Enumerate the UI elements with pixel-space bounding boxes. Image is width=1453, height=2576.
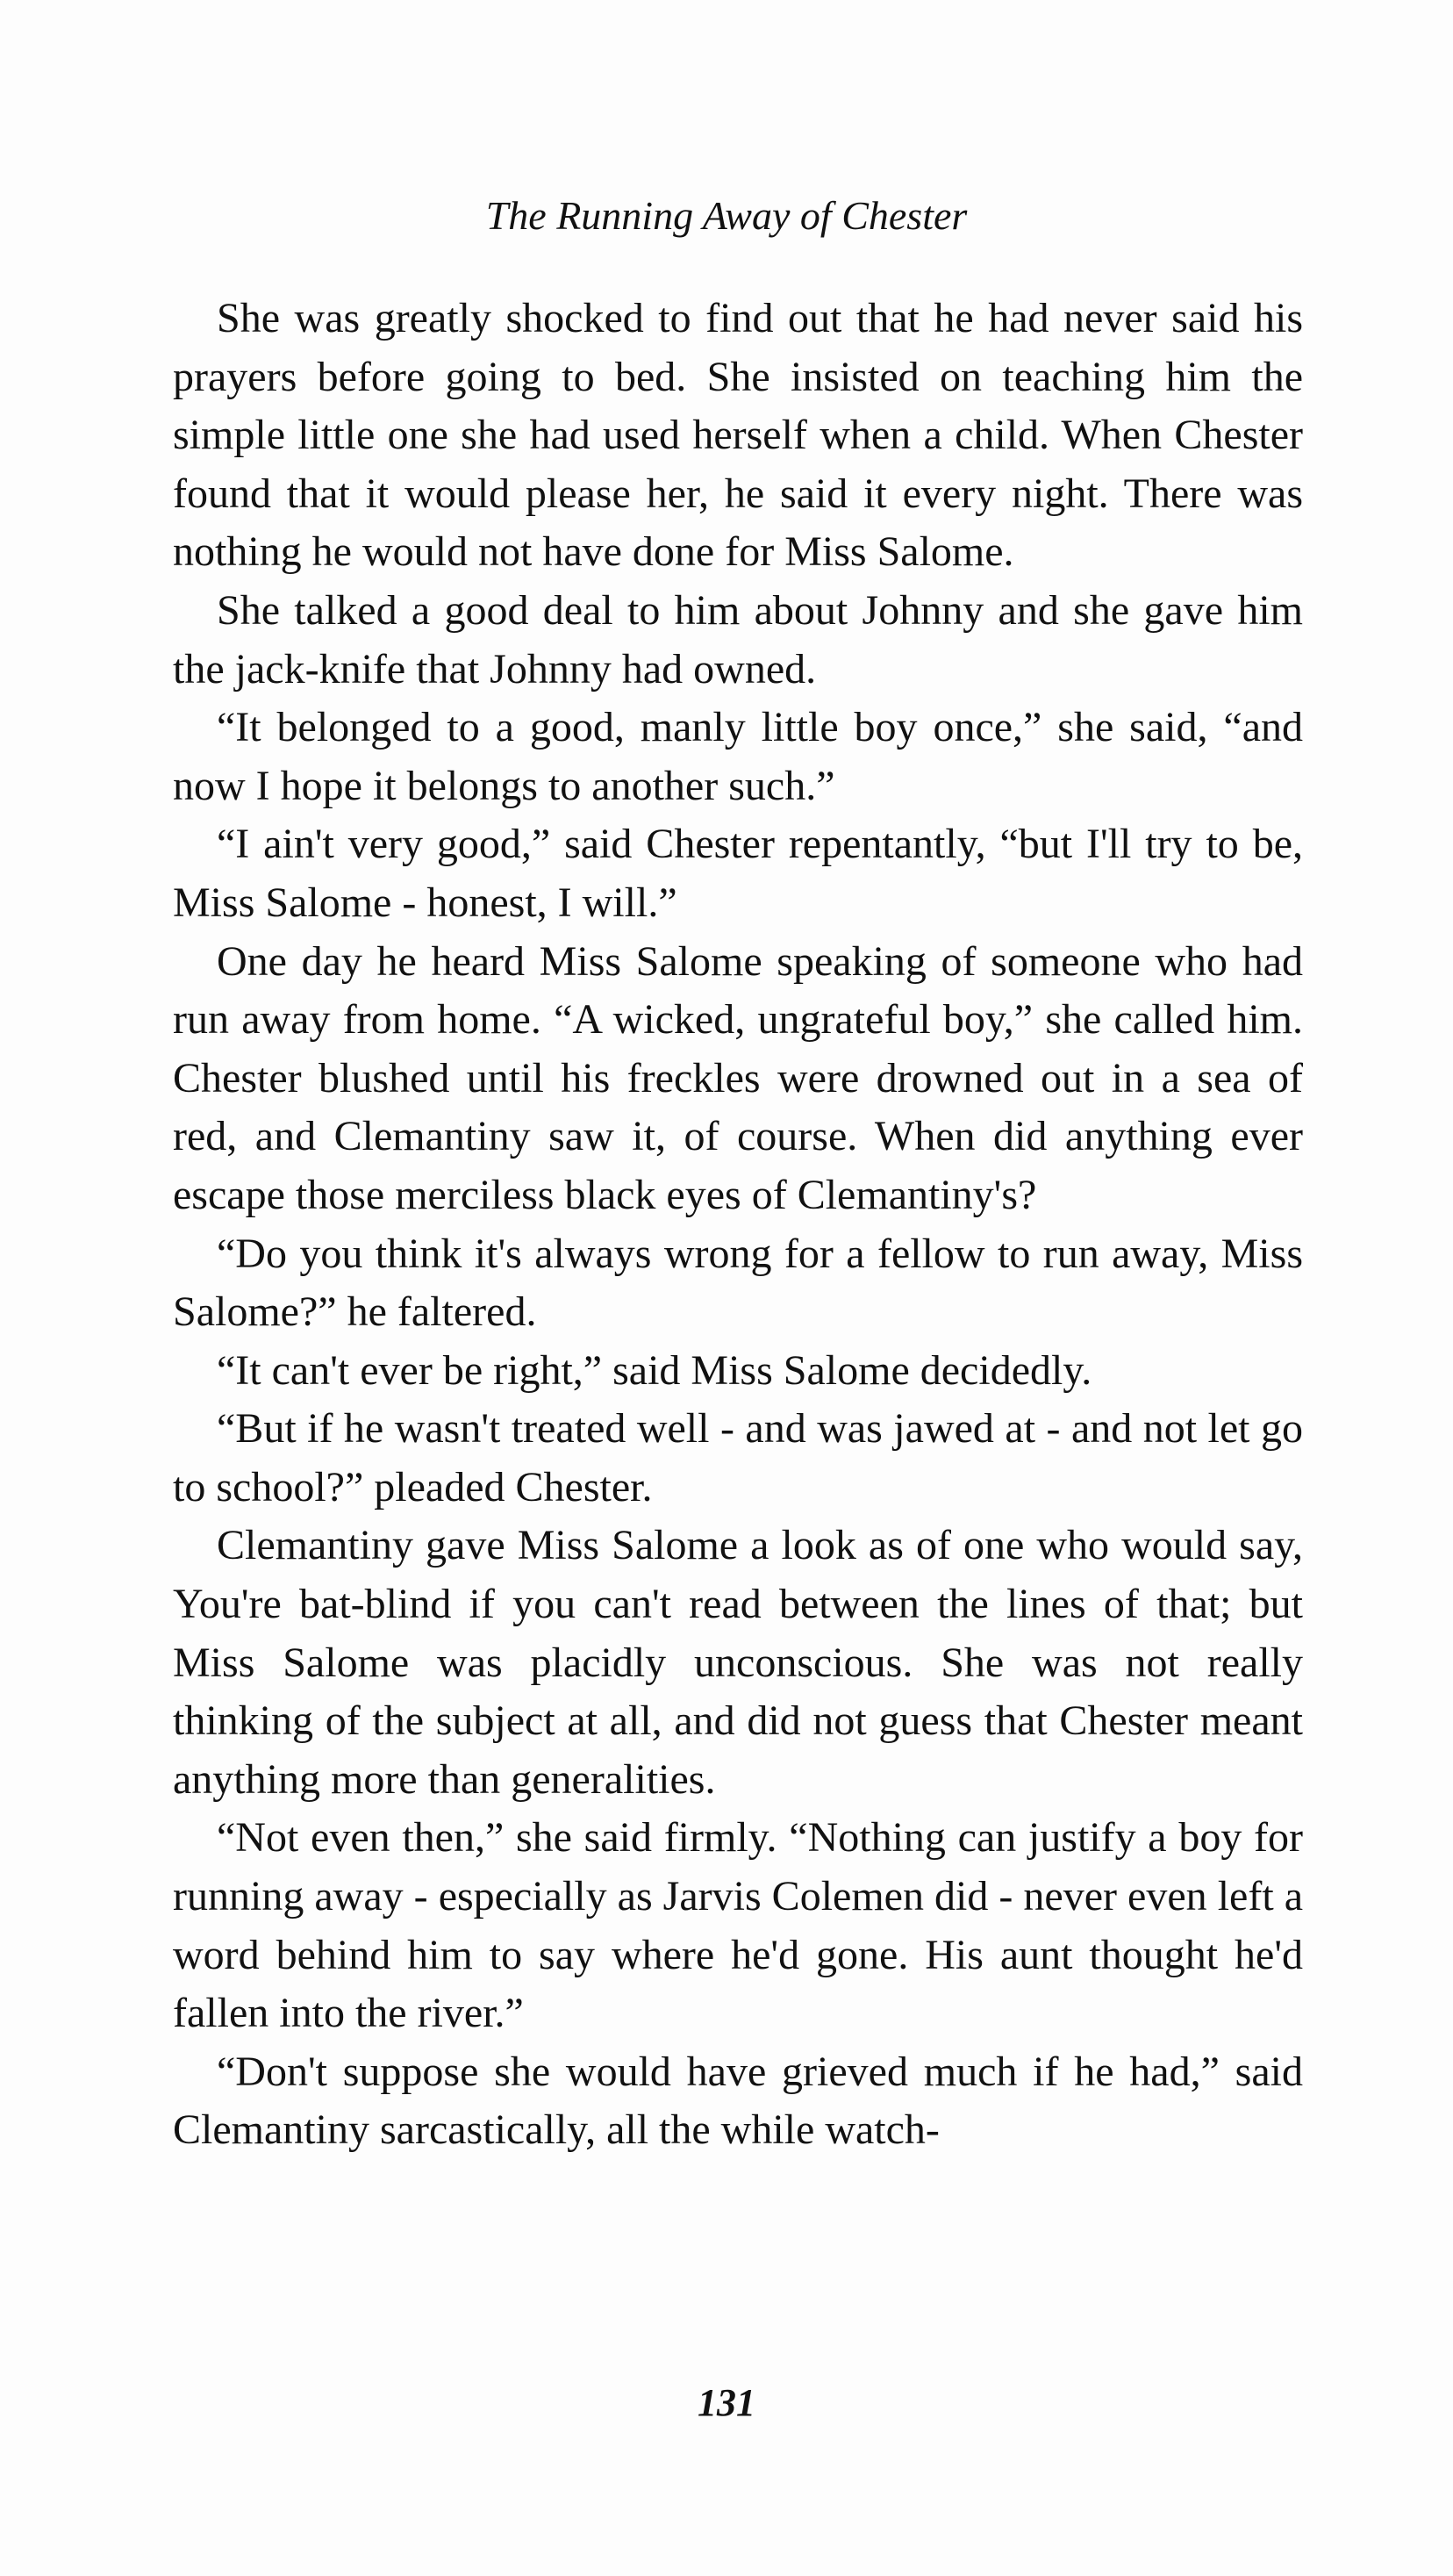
paragraph: “It belonged to a good, manly little boy once,” she said, “and now I hope it belongs to another such.”: [173, 704, 1303, 809]
body-text: [173, 290, 1303, 2160]
paragraph: “Do you think it's always wrong for a fellow to run away, Miss Salome?” he faltered.: [173, 1230, 1303, 1336]
paragraph: She talked a good deal to him about Johnny and she gave him the jack-knife that Johnny had owned.: [173, 586, 1303, 692]
running-head: The Running Away of Chester: [485, 193, 968, 238]
paragraph: One day he heard Miss Salome speaking of someone who had run away from home. “A wicked, ungrateful boy,” she called him. Chester blushed until his freckles were drowned out in a sea of red, and Clemantiny saw it, of course. When did anything ever escape those merciless black eyes of Clemantiny's?: [173, 937, 1303, 1218]
paragraph: Clemantiny gave Miss Salome a look as of one who would say, You're bat-blind if you can't read between the lines of that; but Miss Salome was placidly unconscious. She was not really thinking of the subject at all, and did not guess that Chester meant anything more than generalities.: [173, 1522, 1303, 1803]
paragraph: “But if he wasn't treated well - and was jawed at - and not let go to school?” pleaded Chester.: [173, 1405, 1303, 1510]
paragraph: “I ain't very good,” said Chester repentantly, “but I'll try to be, Miss Salome - honest, I will.”: [173, 821, 1303, 926]
paragraph: “It can't ever be right,” said Miss Salome decidedly.: [217, 1346, 1092, 1394]
paragraph: “Don't suppose she would have grieved much if he had,” said Clemantiny sarcastically, all the while watch-: [173, 2048, 1303, 2154]
page-number: 131: [698, 2381, 755, 2424]
paragraph: She was greatly shocked to find out that he had never said his prayers before going to bed. She insisted on teaching him the simple little one she had used herself when a child. When Chester found that it would please her, he said it every night. There was nothing he would not have done for Miss Salome.: [173, 295, 1303, 576]
paragraph: “Not even then,” she said firmly. “Nothing can justify a boy for running away - especially as Jarvis Colemen did - never even left a word behind him to say where he'd gone. His aunt thought he'd fallen into the river.”: [173, 1814, 1303, 2037]
